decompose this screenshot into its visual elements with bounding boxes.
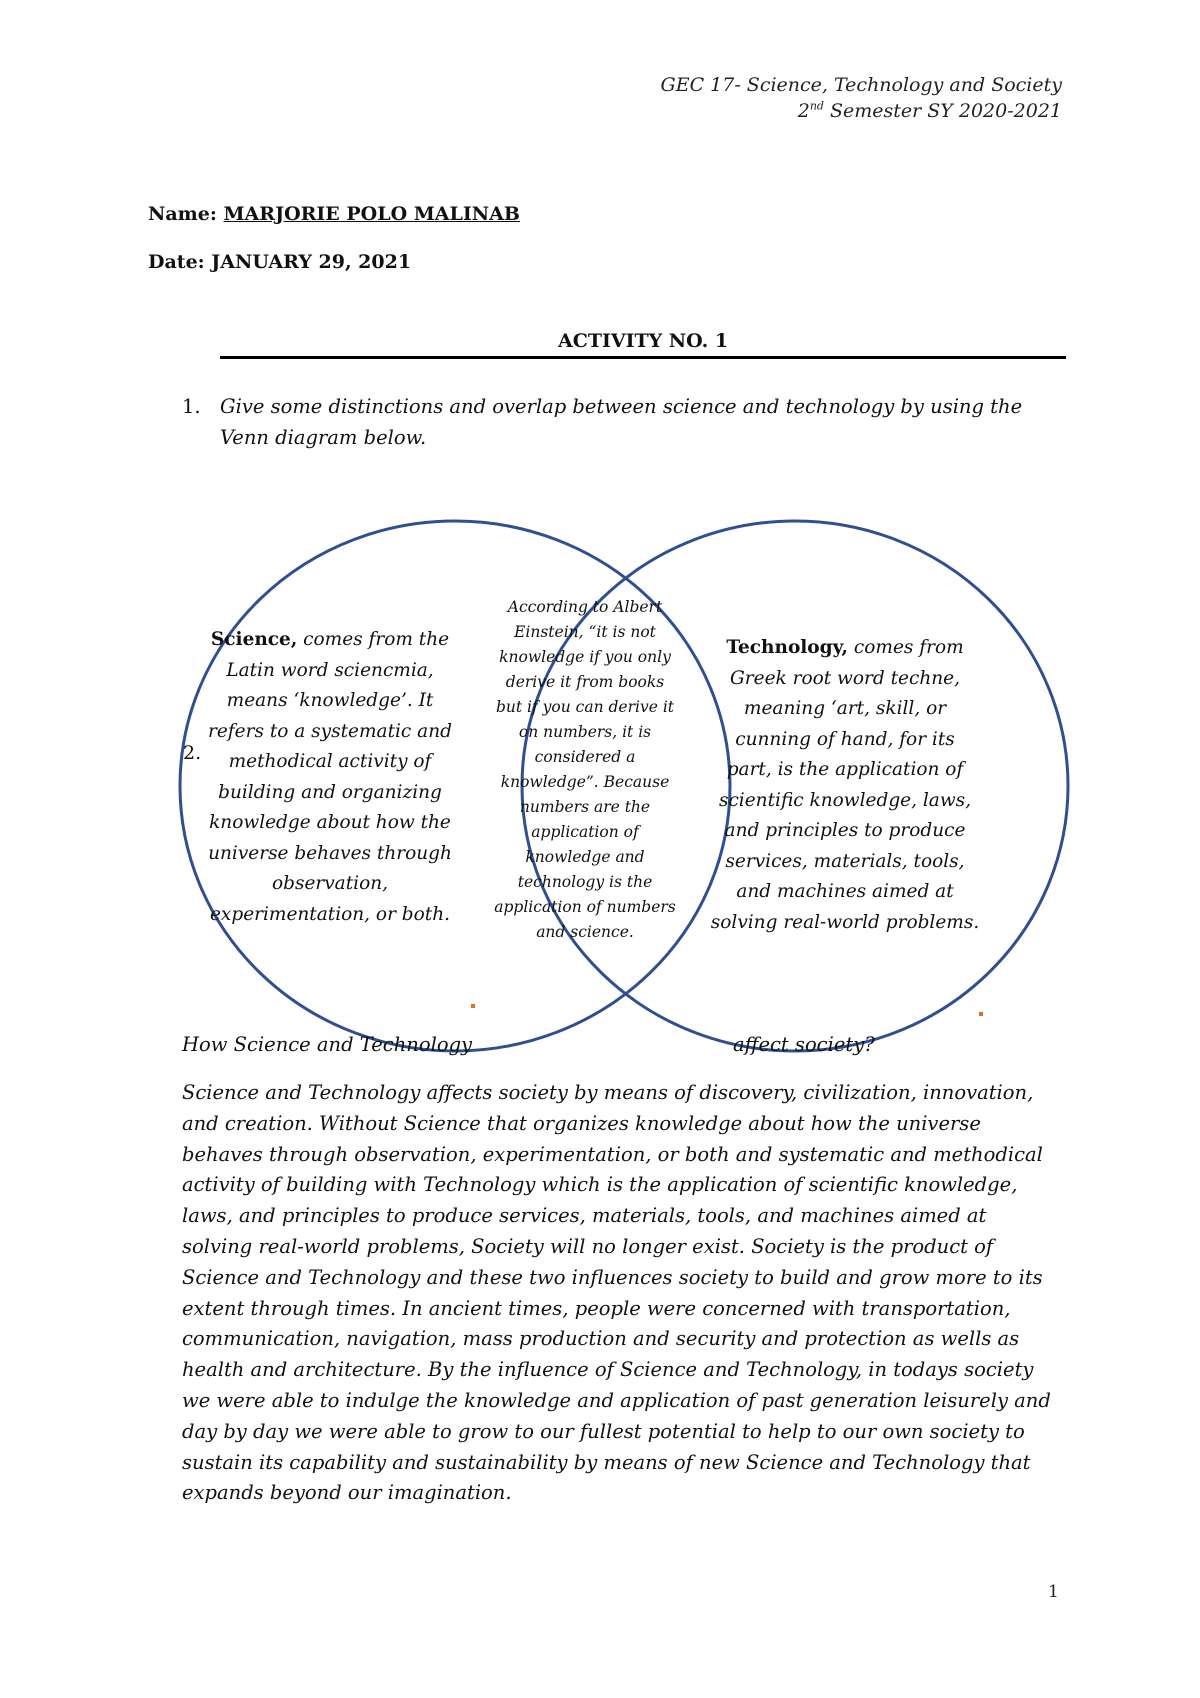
name-label: Name: <box>148 203 217 225</box>
semester-rest: Semester SY 2020-2021 <box>823 100 1062 122</box>
semester-suffix: nd <box>809 99 824 113</box>
document-header <box>661 72 1062 124</box>
science-description <box>205 625 455 930</box>
page-number: 1 <box>1048 1582 1059 1602</box>
answer-paragraph: Science and Technology affects society by means of discovery, civilization, innovation, and creation. Without Science that organizes knowledge about how the universe behaves through observation, experimentation, or both and systematic and methodical activity of building with Technology which is the application of scientific knowledge, laws, and principles to produce services, materials, tools, and machines aimed at solving real-world problems, Society will no longer exist. Society is the product of Science and Technology and these two influences society to build and grow more to its extent through times. In ancient times, people were concerned with transportation, communication, navigation, mass production and security and protection as wells as health and architecture. By the influence of Science and Technology, in todays society we were able to indulge the knowledge and application of past generation leisurely and day by day we were able to grow to our fullest potential to help to our own society to sustain its capability and sustainability by means of new Science and Technology that expands beyond our imagination. <box>182 1081 1051 1505</box>
activity-title: ACTIVITY NO. 1 <box>220 330 1066 359</box>
question-2-text-right: affect society? <box>733 1033 875 1056</box>
science-heading: Science, <box>210 629 298 650</box>
date-label: Date: <box>148 251 205 273</box>
semester-line <box>661 98 1062 124</box>
name-line <box>148 203 520 225</box>
science-text: comes from the Latin word sciencтia, means ‘knowledge’. It refers to a systematic and methodical activity of building and organizing knowledge about how the universe behaves through observation, experimentation, or both. <box>208 629 452 925</box>
overlap-description: According to Albert Einstein, “it is not knowledge if you only derive it from books but if you can derive it on numbers, it is considered a knowledge”. Because numbers are the application of knowledge and technology is the application of numbers and science. <box>494 598 676 941</box>
orange-dot-right <box>979 1012 983 1016</box>
question-number: 1. <box>182 395 201 418</box>
date-value: JANUARY 29, 2021 <box>211 251 412 273</box>
technology-description <box>710 633 980 938</box>
question-2-text-left: How Science and Technology <box>182 1033 473 1056</box>
question-1 <box>182 391 1062 453</box>
name-value: MARJORIE POLO MALINAB <box>223 203 520 225</box>
technology-heading: Technology, <box>726 637 849 658</box>
date-line <box>148 251 411 273</box>
question-2-number: 2. <box>183 742 202 764</box>
course-title: GEC 17- Science, Technology and Society <box>660 74 1062 96</box>
orange-dot-left <box>471 1004 475 1008</box>
question-text: Give some distinctions and overlap between science and technology by using the Venn diagram below. <box>220 395 1023 449</box>
technology-text: comes from Greek root word techne, meaning ‘art, skill, or cunning of hand, for its part, is the application of scientific knowledge, laws, and principles to produce services, materials, tools, and machines aimed at solving real-world problems. <box>710 637 980 933</box>
semester-ordinal: 2 <box>797 100 810 122</box>
